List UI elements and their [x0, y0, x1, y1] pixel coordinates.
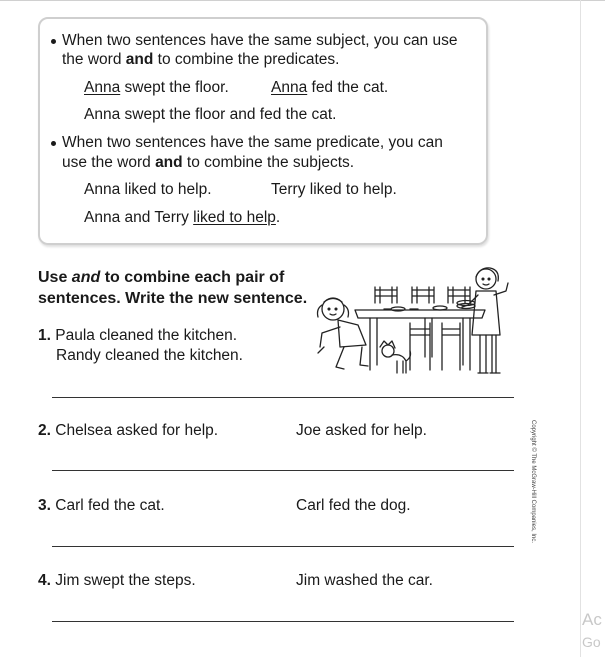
activation-watermark-line2: Go [582, 634, 601, 650]
exercise-1-answer-line[interactable] [52, 397, 514, 398]
exercise-2-number: 2. [38, 422, 51, 439]
rule2-example-combined-predicate: liked to help [193, 209, 276, 226]
rule1-example-a [84, 78, 229, 98]
exercise-2-sentence-a: Chelsea asked for help. [55, 422, 219, 439]
rule1-example-a-subject: Anna [84, 79, 121, 96]
girl-icon [318, 298, 369, 369]
instructions-italic-and: and [71, 269, 101, 286]
rule2-example-b: Terry liked to help. [271, 181, 397, 198]
rule1-bullet [51, 39, 56, 44]
rule2-example-combined-pre: Anna and Terry [84, 209, 194, 226]
rule1-example-a-rest: swept the floor. [120, 79, 229, 96]
exercise-2-sentence-b: Joe asked for help. [296, 422, 427, 439]
rule1-line2 [62, 50, 339, 70]
rule1-line2-pre: the word [62, 51, 126, 68]
rule2-line1: When two sentences have the same predicate, you can [62, 134, 443, 151]
exercise-4-answer-line[interactable] [52, 621, 514, 622]
rule2-bullet [51, 141, 56, 146]
rule2-line2-post: to combine the subjects. [182, 154, 355, 171]
exercise-2 [38, 421, 218, 441]
rule2-example-combined-post: . [275, 209, 281, 226]
rule1-example-b-rest: fed the cat. [307, 79, 389, 96]
exercise-4-sentence-b: Jim washed the car. [296, 572, 433, 589]
rule2-example-combined [84, 208, 280, 228]
exercise-3-sentence-a: Carl fed the cat. [55, 497, 165, 514]
exercise-1-number: 1. [38, 327, 51, 344]
exercise-3 [38, 496, 165, 516]
rule2-line2 [62, 153, 354, 173]
instructions-line1 [38, 267, 307, 288]
exercise-3-number: 3. [38, 497, 51, 514]
chair-icon [375, 287, 397, 303]
exercise-2-answer-line[interactable] [52, 470, 514, 471]
exercise-3-sentence-b: Carl fed the dog. [296, 497, 411, 514]
activation-watermark-line1: Ac [582, 610, 602, 629]
instructions [38, 267, 307, 309]
rule2-example-a: Anna liked to help. [84, 181, 212, 198]
copyright-notice: Copyright © The McGraw-Hill Companies, Inc. [530, 420, 536, 544]
exercise-1 [38, 326, 237, 346]
cat-icon [380, 341, 411, 373]
exercise-4-sentence-a: Jim swept the steps. [55, 572, 196, 589]
exercise-1-sentence-a: Paula cleaned the kitchen. [55, 327, 238, 344]
woman-icon [462, 268, 508, 373]
rule2-keyword-and: and [155, 154, 183, 171]
rule2-line2-pre: use the word [62, 154, 156, 171]
exercise-1-sentence-b: Randy cleaned the kitchen. [56, 347, 243, 364]
chair-icon [410, 323, 430, 370]
rule1-example-combined: Anna swept the floor and fed the cat. [84, 106, 337, 123]
instructions-post: to combine each pair of [100, 269, 285, 286]
rule1-example-b [271, 78, 388, 98]
chair-icon [412, 287, 434, 303]
page-top-border [0, 0, 605, 1]
instructions-pre: Use [38, 269, 72, 286]
chair-icon [442, 323, 460, 370]
rule1-keyword-and: and [125, 51, 154, 68]
rule1-line2-post: to combine the predicates. [153, 51, 340, 68]
exercise-4-number: 4. [38, 572, 51, 589]
page-right-border [580, 0, 581, 657]
exercise-4 [38, 571, 196, 591]
rule1-line1: When two sentences have the same subject, you can use [62, 32, 458, 49]
exercise-3-answer-line[interactable] [52, 546, 514, 547]
table-icon [355, 310, 485, 370]
rule1-example-b-subject: Anna [271, 79, 308, 96]
instructions-line2: sentences. Write the new sentence. [38, 290, 308, 307]
illustration-setting-table [300, 265, 525, 380]
